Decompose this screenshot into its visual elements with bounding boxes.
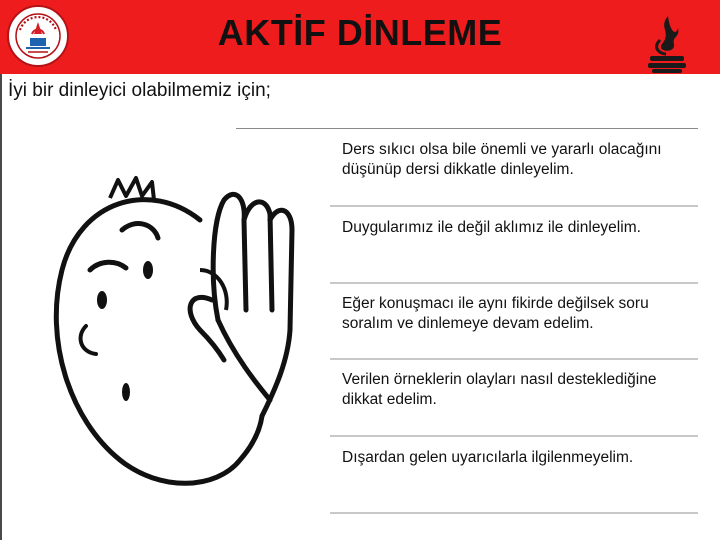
divider — [330, 358, 698, 360]
divider — [330, 512, 698, 514]
list-item: Dışardan gelen uyarıcılarla ilgilenmeyelim. — [342, 449, 634, 466]
list-item: Duygularımız ile değil aklımız ile dinleyelim. — [342, 219, 641, 236]
intro-text: İyi bir dinleyici olabilmemiz için; — [8, 80, 271, 101]
flame-torch-icon — [642, 14, 690, 74]
listening-face-illustration — [40, 160, 330, 530]
left-border — [0, 74, 2, 540]
list-item: Eğer konuşmacı ile aynı fikirde değilsek soru soralım ve dinlemeye devam edelim. — [342, 295, 649, 332]
divider — [330, 435, 698, 437]
divider — [330, 205, 698, 207]
page-title: AKTİF DİNLEME — [217, 12, 503, 53]
list-item: Ders sıkıcı olsa bile önemli ve yararlı olacağını düşünüp dersi dikkatle dinleyelim. — [342, 141, 662, 178]
divider — [330, 282, 698, 284]
top-rule — [236, 128, 698, 129]
list-item: Verilen örneklerin olayları nasıl desteklediğine dikkat edelim. — [342, 371, 657, 408]
